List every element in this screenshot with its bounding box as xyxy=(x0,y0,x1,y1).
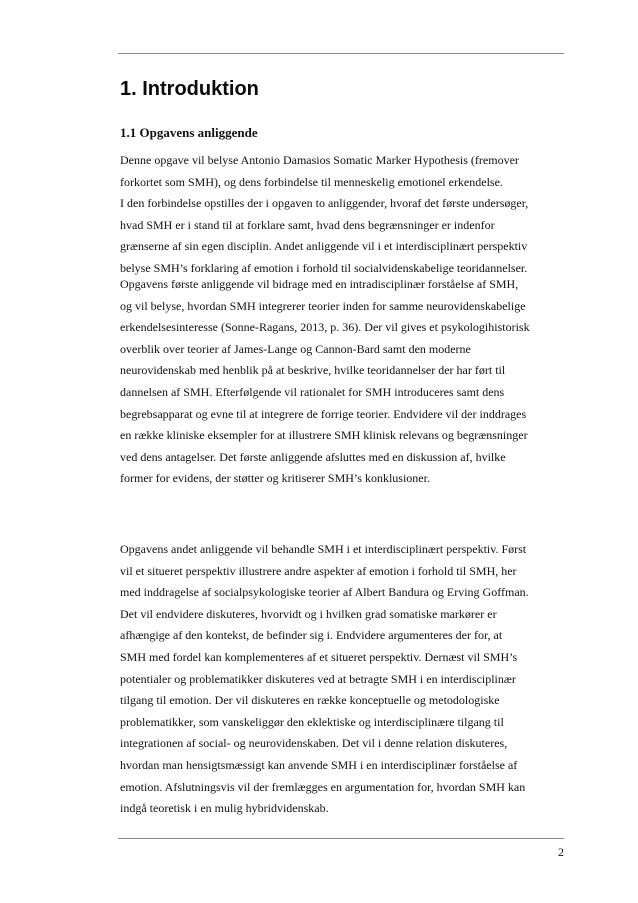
text-line: hvad SMH er i stand til at forklare samt, hvad dens begrænsninger er indenfor xyxy=(120,217,495,232)
paragraph-3 xyxy=(120,539,570,820)
text-line: erkendelsesinteresse (Sonne-Ragans, 2013, p. 36). Der vil gives et psykologihistorisk xyxy=(120,320,530,335)
text-line: hvordan man hensigtsmæssigt kan anvende SMH i en interdisciplinær forståelse af xyxy=(120,757,518,772)
section-heading: 1. Introduktion xyxy=(120,78,259,100)
text-line: overblik over teorier af James-Lange og Cannon-Bard samt den moderne xyxy=(120,341,471,356)
footer-rule xyxy=(118,838,564,839)
text-line: belyse SMH’s forklaring af emotion i forhold til socialvidenskabelige teoridannelser. xyxy=(120,260,528,275)
paragraph-2 xyxy=(120,274,570,490)
text-line: problematikker, som vanskeliggør den eklektiske og interdisciplinære tilgang til xyxy=(120,714,504,729)
text-line: begrebsapparat og evne til at integrere de forrige teorier. Endvidere vil der inddrages xyxy=(120,406,527,421)
text-line: Denne opgave vil belyse Antonio Damasios Somatic Marker Hypothesis (fremover xyxy=(120,153,519,167)
text-line: potentialer og problematikker diskuteres ved at betragte SMH i en interdisciplinær xyxy=(120,671,516,686)
text-line: vil et situeret perspektiv illustrere andre aspekter af emotion i forhold til SMH, her xyxy=(120,563,517,578)
text-line: SMH med fordel kan komplementeres af et situeret perspektiv. Dernæst vil SMH’s xyxy=(120,649,518,664)
text-line: og vil belyse, hvordan SMH integrerer teorier inden for samme neurovidenskabelige xyxy=(120,298,526,313)
text-line: afhængige af den kontekst, de befinder sig i. Endvidere argumenteres der for, at xyxy=(120,628,503,643)
text-line: neurovidenskab med henblik på at beskrive, hvilke teoridannelser der har ført til xyxy=(120,363,506,378)
text-line: med inddragelse af socialpsykologiske teorier af Albert Bandura og Erving Goffman. xyxy=(120,585,529,600)
text-line: former for evidens, der støtter og kritiserer SMH’s konklusioner. xyxy=(120,471,430,486)
text-line: tilgang til emotion. Der vil diskuteres en række konceptuelle og metodologiske xyxy=(120,693,500,708)
text-line: ved dens antagelser. Det første anliggende afsluttes med en diskussion af, hvilke xyxy=(120,449,506,464)
subsection-heading: 1.1 Opgavens anliggende xyxy=(120,125,258,140)
paragraph-1 xyxy=(120,150,570,280)
text-line: dannelsen af SMH. Efterfølgende vil rationalet for SMH introduceres samt dens xyxy=(120,384,505,399)
text-line: I den forbindelse opstilles der i opgaven to anliggender, hvoraf det første undersøger, xyxy=(120,196,529,211)
text-line: Det vil endvidere diskuteres, hvorvidt og i hvilken grad somatiske markører er xyxy=(120,606,497,621)
text-line: emotion. Afslutningsvis vil der fremlægges en argumentation for, hvordan SMH kan xyxy=(120,779,526,794)
text-line: Opgavens første anliggende vil bidrage med en intradisciplinær forståelse af SMH, xyxy=(120,277,519,291)
text-line: en række kliniske eksempler for at illustrere SMH klinisk relevans og begrænsninger xyxy=(120,428,528,443)
page-number: 2 xyxy=(558,845,564,859)
text-line: integrationen af social- og neurovidenskaben. Det vil i denne relation diskuteres, xyxy=(120,736,508,751)
text-line: forkortet som SMH), og dens forbindelse til menneskelig emotionel erkendelse. xyxy=(120,174,503,189)
text-line: grænserne af sin egen disciplin. Andet anliggende vil i et interdisciplinært perspektiv xyxy=(120,239,528,254)
header-rule xyxy=(118,53,564,54)
text-line: Opgavens andet anliggende vil behandle SMH i et interdisciplinært perspektiv. Først xyxy=(120,542,527,556)
text-line: indgå teoretisk i en mulig hybridvidenskab. xyxy=(120,801,329,816)
